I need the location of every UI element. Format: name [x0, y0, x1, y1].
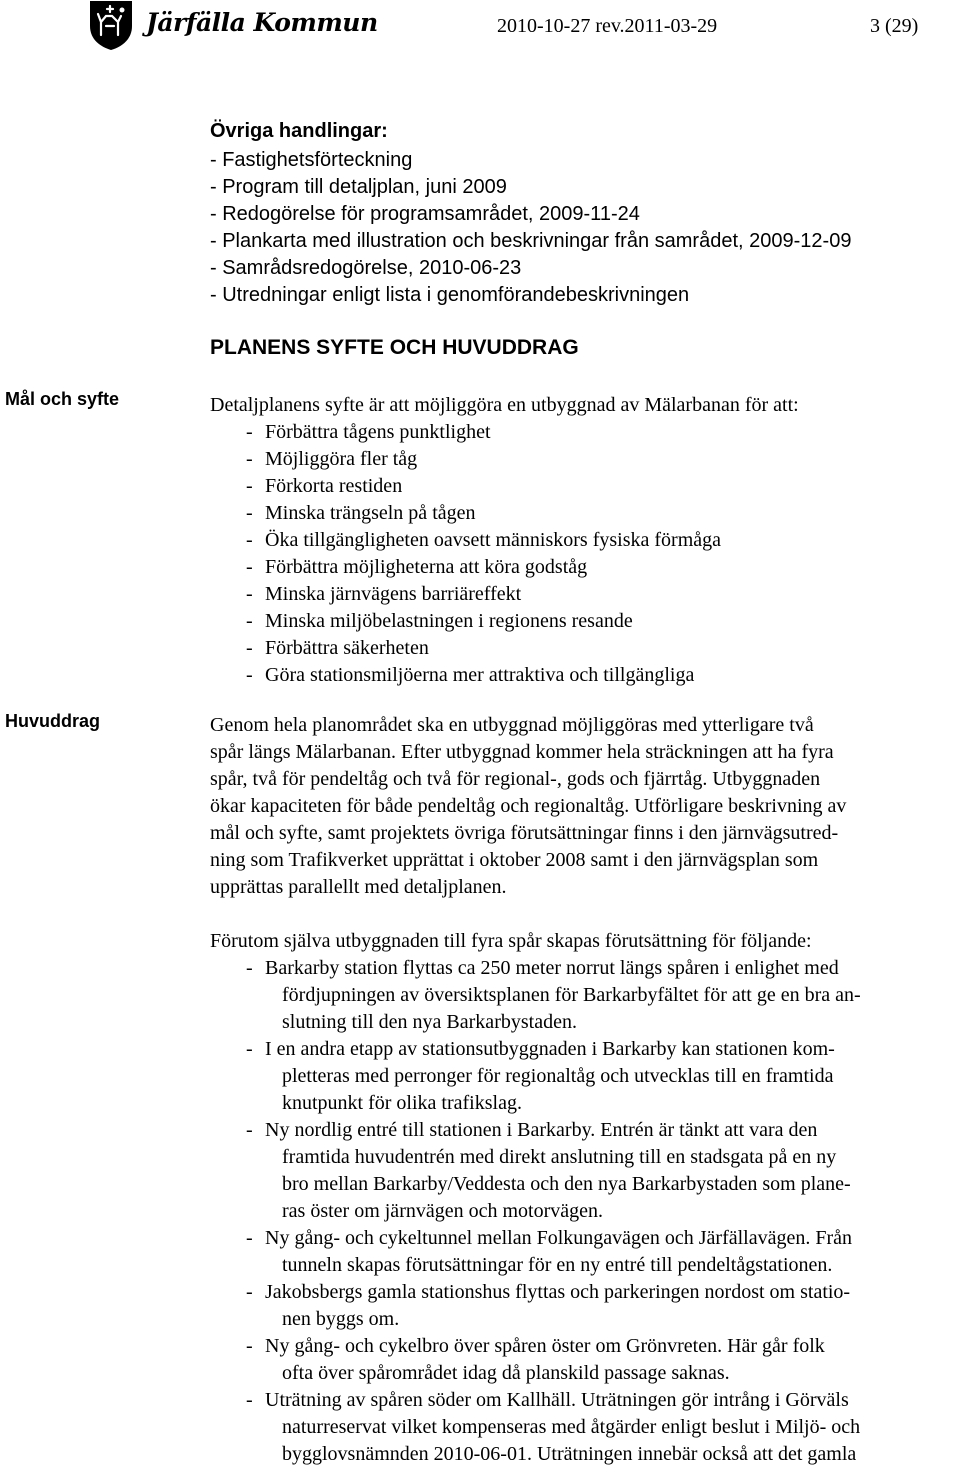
list-item: - Minska järnvägens barriäreffekt: [246, 583, 522, 605]
document-date: 2010-10-27 rev.2011-03-29: [497, 15, 718, 37]
side-label-goal: Mål och syfte: [5, 389, 120, 409]
goal-list: [246, 419, 721, 689]
list-item: - Redogörelse för programsamrådet, 2009-11-24: [210, 203, 640, 225]
list-item: - Plankarta med illustration och beskrivningar från samrådet, 2009-12-09: [210, 230, 852, 252]
list-item: - Barkarby station flyttas ca 250 meter norrut längs spåren i enlighet med fördjupningen av översiktsplanen för Barkarbyfältet för att ge en bra an- slutning till den nya Barkarbystaden.: [246, 957, 861, 1033]
list-item: - Utredningar enligt lista i genomförandebeskrivningen: [210, 284, 690, 306]
list-item: - Uträtning av spåren söder om Kallhäll. Uträtningen gör intrång i Görväls naturreservat vilket kompenseras med åtgärder enligt beslut i Miljö- och bygglovsnämnden 2010-06-01. Uträtningen innebär också att det gamla: [246, 1389, 861, 1465]
side-label-main-features: Huvuddrag: [5, 711, 101, 731]
brand-name: Järfälla Kommun: [146, 8, 378, 37]
list-item: - Minska miljöbelastningen i regionens resande: [246, 610, 633, 632]
list-item: - Minska trängseln på tågen: [246, 502, 476, 524]
list-item: - Jakobsbergs gamla stationshus flyttas och parkeringen nordost om statio- nen byggs om.: [246, 1281, 851, 1330]
list-item: - Förbättra säkerheten: [246, 637, 429, 659]
list-item: - Göra stationsmiljöerna mer attraktiva och tillgängliga: [246, 664, 695, 686]
extra-measures-list: [246, 955, 861, 1468]
list-item: - Förbättra tågens punktlighet: [246, 421, 491, 443]
list-item: - Fastighetsförteckning: [210, 149, 413, 171]
list-item: - Möjliggöra fler tåg: [246, 448, 418, 470]
list-item: - Ny gång- och cykeltunnel mellan Folkungavägen och Järfällavägen. Från tunneln skapas förutsättningar för en ny entré till pendeltågstationen.: [246, 1227, 853, 1276]
jarfalla-coat-of-arms-icon: [88, 0, 134, 50]
goal-intro: Detaljplanens syfte är att möjliggöra en utbyggnad av Mälarbanan för att:: [210, 394, 799, 416]
section-heading: PLANENS SYFTE OCH HUVUDDRAG: [210, 336, 579, 359]
list-item: - Förbättra möjligheterna att köra godståg: [246, 556, 588, 578]
page-number: 3 (29): [870, 15, 919, 37]
list-item: - Samrådsredogörelse, 2010-06-23: [210, 257, 522, 279]
other-documents-title: Övriga handlingar:: [210, 120, 388, 142]
main-features-paragraph: Genom hela planområdet ska en utbyggnad möjliggöras med ytterligare två spår längs Mälarbanan. Efter utbyggnad kommer hela sträckningen att ha fyra spår, två för pendeltåg och två för regional-, gods och fjärrtåg. Utbyggnaden ökar kapaciteten för både pendeltåg och regionaltåg. Utförligare beskrivning av mål och syfte, samt projektets övriga förutsättningar finns i den järnvägsutred- ning som Trafikverket upprättat i oktober 2008 samt i den järnvägsplan som upprättas parallellt med detaljplanen.: [210, 714, 847, 898]
list-item: - Ny nordlig entré till stationen i Barkarby. Entrén är tänkt att vara den framtida huvudentrén med direkt anslutning till en stadsgata på en ny bro mellan Barkarby/Veddesta och den nya Barkarbystaden som plane- ras öster om järnvägen och motorvägen.: [246, 1119, 851, 1222]
list-item: - Förkorta restiden: [246, 475, 403, 497]
other-documents-list: [210, 147, 851, 309]
list-item: - Öka tillgängligheten oavsett människors fysiska förmåga: [246, 529, 722, 551]
list-item: - Program till detaljplan, juni 2009: [210, 176, 507, 198]
list-item: - I en andra etapp av stationsutbyggnaden i Barkarby kan stationen kom- pletteras med perronger för regionaltåg och utvecklas till en framtida knutpunkt för olika trafikslag.: [246, 1038, 835, 1114]
extra-measures-intro: Förutom själva utbyggnaden till fyra spår skapas förutsättning för följande:: [210, 930, 812, 952]
list-item: - Ny gång- och cykelbro över spåren öster om Grönvreten. Här går folk ofta över spårområdet idag då planskild passage saknas.: [246, 1335, 825, 1384]
